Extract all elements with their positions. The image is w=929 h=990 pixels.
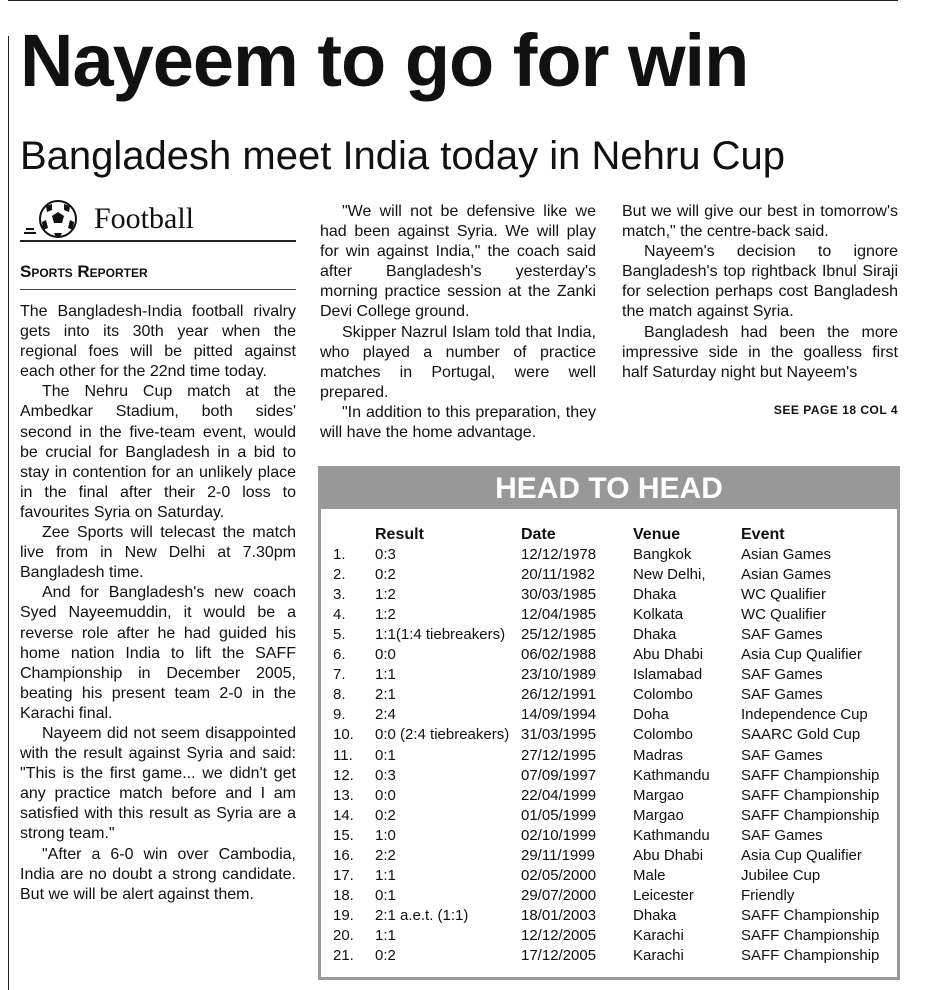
row-date: 14/09/1994 (521, 706, 597, 724)
row-venue: Kathmandu (633, 766, 710, 784)
row-venue: Colombo (633, 726, 694, 744)
row-venue: Dhaka (633, 626, 677, 644)
row-result: 1:1(1:4 tiebreakers) (375, 626, 506, 644)
row-date: 30/03/1985 (521, 586, 597, 604)
article-column-1 (20, 302, 296, 905)
head-to-head-title: HEAD TO HEAD (321, 469, 897, 509)
section-header (20, 200, 296, 242)
row-date: 29/11/1999 (521, 846, 595, 864)
row-number: 3. (333, 586, 346, 604)
row-result: 1:1 (375, 926, 396, 944)
row-event: SAFF Championship (741, 786, 880, 804)
row-number: 10. (333, 726, 354, 744)
row-result: 1:0 (375, 826, 396, 844)
byline (20, 262, 296, 290)
row-date: 25/12/1985 (521, 626, 597, 644)
paragraph: "We will not be defensive like we had been against Syria. We will play for win against India," the coach said after Bangladesh's yesterday's morning practice session at the Zanki Devi College ground. (320, 203, 596, 321)
row-result: 0:3 (375, 546, 396, 563)
row-date: 27/12/1995 (521, 746, 597, 764)
row-result: 0:2 (375, 806, 396, 824)
row-venue: Abu Dhabi (633, 646, 704, 664)
header-venue: Venue (633, 526, 681, 543)
row-date: 01/05/1999 (521, 806, 597, 824)
row-date: 29/07/2000 (521, 886, 597, 904)
row-venue: Dhaka (633, 586, 677, 604)
top-rule (8, 0, 898, 1)
paragraph: The Nehru Cup match at the Ambedkar Stadium, both sides' second in the five-team event, would be crucial for Bangladesh in a bid to stay in contention for an unlikely place in the final after their 2-0 loss to favourites Syria on Saturday. (20, 383, 296, 521)
row-venue: Bangkok (633, 546, 692, 563)
row-result: 1:2 (375, 586, 396, 604)
paragraph: The Bangladesh-India football rivalry gets into its 30th year when the regional foes will be pitted against each other for the 22nd time today. (20, 303, 296, 381)
football-icon (24, 200, 80, 238)
row-venue: Dhaka (633, 906, 677, 924)
row-date: 20/11/1982 (521, 566, 595, 584)
row-event: SAF Games (741, 826, 823, 844)
row-date: 17/12/2005 (521, 947, 597, 964)
row-date: 12/04/1985 (521, 606, 597, 624)
row-event: Asia Cup Qualifier (741, 646, 862, 664)
row-event: SAFF Championship (741, 906, 880, 924)
row-venue: Karachi (633, 947, 684, 964)
row-number: 18. (333, 886, 354, 904)
row-venue: Margao (633, 806, 684, 824)
row-number: 9. (333, 706, 346, 724)
row-date: 22/04/1999 (521, 786, 597, 804)
row-event: SAF Games (741, 666, 823, 684)
paragraph: Bangladesh had been the more impressive side in the goalless first half Saturday night but Nayeem's (622, 323, 898, 381)
row-number: 15. (333, 826, 354, 844)
row-result: 0:3 (375, 766, 396, 784)
row-date: 23/10/1989 (521, 666, 597, 684)
header-date: Date (521, 526, 556, 543)
row-date: 02/05/2000 (521, 866, 597, 884)
row-result: 0:0 (2:4 tiebreakers) (375, 726, 510, 744)
row-result: 2:1 (375, 686, 396, 704)
byline-text: Sports Reporter (20, 262, 148, 281)
row-event: SAARC Gold Cup (741, 726, 861, 744)
paragraph: And for Bangladesh's new coach Syed Nayeemuddin, it would be a reverse role after he had guided his home nation India to lift the SAFF Championship in December 2005, beating his present team 2-0 in the Karachi final. (20, 584, 296, 722)
row-venue: Male (633, 866, 666, 884)
row-result: 0:1 (375, 886, 396, 904)
row-result: 1:1 (375, 866, 396, 884)
row-date: 26/12/1991 (521, 686, 597, 704)
row-number: 16. (333, 846, 354, 864)
row-number: 6. (333, 646, 346, 664)
row-number: 19. (333, 906, 354, 924)
row-number: 2. (333, 566, 346, 584)
row-result: 2:2 (375, 846, 396, 864)
row-number: 11. (333, 746, 353, 764)
row-result: 2:1 a.e.t. (1:1) (375, 906, 469, 924)
row-event: Friendly (741, 886, 795, 904)
row-result: 2:4 (375, 706, 396, 724)
row-number: 12. (333, 766, 354, 784)
row-event: Jubilee Cup (741, 866, 821, 884)
row-number: 13. (333, 786, 354, 804)
row-venue: Abu Dhabi (633, 846, 704, 864)
row-event: Asian Games (741, 546, 832, 563)
row-number: 20. (333, 926, 354, 944)
row-result: 0:0 (375, 646, 396, 664)
article-column-3 (622, 202, 898, 383)
row-number: 14. (333, 806, 354, 824)
continued-notice: SEE PAGE 18 COL 4 (773, 403, 898, 417)
row-venue: Kolkata (633, 606, 684, 624)
row-event: SAF Games (741, 686, 823, 704)
row-venue: Islamabad (633, 666, 703, 684)
row-number: 8. (333, 686, 346, 704)
paragraph: Skipper Nazrul Islam told that India, who played a number of practice matches in Portugal, were well prepared. (320, 323, 596, 401)
row-result: 0:1 (375, 746, 396, 764)
row-venue: Kathmandu (633, 826, 710, 844)
row-venue: Doha (633, 706, 669, 724)
row-number: 5. (333, 626, 346, 644)
row-event: WC Qualifier (741, 586, 827, 604)
row-event: SAFF Championship (741, 806, 880, 824)
section-label: Football (94, 202, 195, 235)
row-event: SAFF Championship (741, 926, 880, 944)
row-date: 31/03/1995 (521, 726, 597, 744)
paragraph: "After a 6-0 win over Cambodia, India are no doubt a strong candidate. But we will be alert against them. (20, 845, 296, 903)
row-date: 12/12/1978 (521, 546, 597, 563)
row-event: Asian Games (741, 566, 832, 584)
row-venue: Madras (633, 746, 684, 764)
row-date: 12/12/2005 (521, 926, 597, 944)
paragraph: Zee Sports will telecast the match live from in New Delhi at 7.30pm Bangladesh time. (20, 524, 296, 582)
subheadline: Bangladesh meet India today in Nehru Cup (20, 134, 785, 178)
row-event: Asia Cup Qualifier (741, 846, 862, 864)
row-result: 0:2 (375, 947, 396, 964)
row-event: SAF Games (741, 746, 823, 764)
left-rule (8, 36, 9, 990)
row-venue: Leicester (633, 886, 694, 904)
row-event: SAFF Championship (741, 947, 880, 964)
row-result: 0:0 (375, 786, 396, 804)
row-result: 0:2 (375, 566, 396, 584)
row-event: SAFF Championship (741, 766, 880, 784)
row-date: 07/09/1997 (521, 766, 597, 784)
head-to-head-table (318, 466, 900, 980)
row-event: WC Qualifier (741, 606, 827, 624)
row-number: 7. (333, 666, 346, 684)
row-venue: Colombo (633, 686, 694, 704)
row-result: 1:2 (375, 606, 396, 624)
row-result: 1:1 (375, 666, 396, 684)
paragraph: But we will give our best in tomorrow's match," the centre-back said. (622, 203, 898, 241)
row-number: 21. (333, 947, 354, 964)
row-date: 02/10/1999 (521, 826, 597, 844)
row-event: SAF Games (741, 626, 823, 644)
header-result: Result (375, 526, 424, 543)
row-number: 17. (333, 866, 354, 884)
row-venue: New Delhi, (633, 566, 706, 584)
paragraph: "In addition to this preparation, they will have the home advantage. (320, 403, 596, 442)
row-venue: Margao (633, 786, 684, 804)
row-event: Independence Cup (741, 706, 868, 724)
row-number: 4. (333, 606, 346, 624)
row-date: 18/01/2003 (521, 906, 597, 924)
row-number: 1. (333, 546, 346, 563)
row-venue: Karachi (633, 926, 684, 944)
article-column-2 (320, 202, 596, 443)
paragraph: Nayeem did not seem disappointed with the result against Syria and said: "This is the first game... we didn't get any practice match before and I am satisfied with this result as Syria are a strong team." (20, 724, 296, 843)
row-date: 06/02/1988 (521, 646, 597, 664)
headline: Nayeem to go for win (20, 19, 749, 102)
header-event: Event (741, 526, 785, 543)
paragraph: Nayeem's decision to ignore Bangladesh's top rightback Ibnul Siraji for selection perhaps cost Bangladesh the match against Syria. (622, 243, 898, 321)
